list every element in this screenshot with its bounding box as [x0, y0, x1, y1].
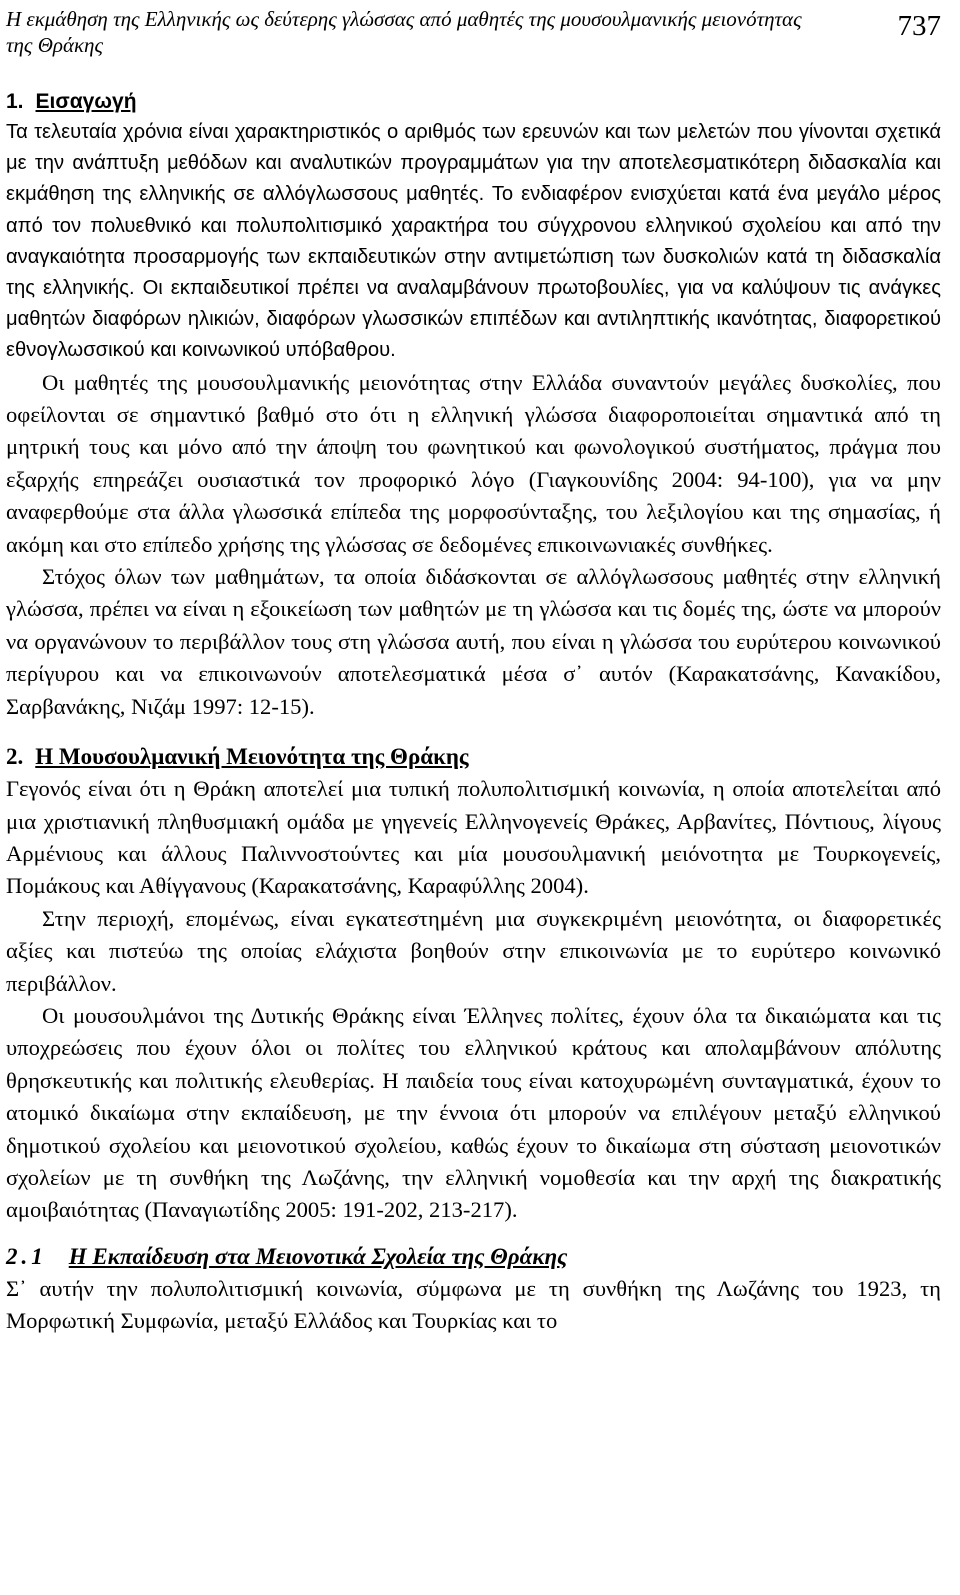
section-2-paragraph-3: Οι μουσουλμάνοι της Δυτικής Θράκης είναι Έλληνες πολίτες, έχουν όλα τα δικαιώματα και τις υποχρεώσεις που έχουν όλοι οι πολίτες του ελληνικού κράτους και απολαμβάνουν απόλυτης θρησκευτικής και πολιτικής ελευθερίας. Η παιδεία τους είναι κατοχυρωμένη συνταγματικά, έχουν το ατομικό δικαίωμα στην εκπαίδευση, με την έννοια ότι μπορούν να επιλέγουν μεταξύ ελληνικού δημοτικού σχολείου και μειονοτικού σχολείου, καθώς έχουν το δικαίωμα στη σύσταση μειονοτικών σχολείων με τη συνθήκη της Λωζάνης, την ελληνική νομοθεσία και την αρχή της διακρατικής αμοιβαιότητας (Παναγιωτίδης 2005: 191-202, 213-217). [6, 1002, 941, 1223]
section-2-heading [6, 741, 941, 773]
page-number: 737 [897, 10, 941, 42]
section-1-paragraph-1: Τα τελευταία χρόνια είναι χαρακτηριστικός ο αριθμός των ερευνών και των μελετών που γίνονται σχετικά με την ανάπτυξη μεθόδων και αναλυτικών προγραμμάτων για την αποτελεσματικότερη διδασκαλία και εκμάθηση της ελληνικής σε αλλόγλωσσους μαθητές. Το ενδιαφέρον ενισχύεται κατά ένα μεγάλο μέρος από τον πολυεθνικό και πολυπολιτισμικό χαρακτήρα του σύγχρονου ελληνικού σχολείου και από την αναγκαιότητα προσαρμογής των εκπαιδευτικών στην αντιμετώπιση των δυσκολιών κατά τη διδασκαλία της ελληνικής. Οι εκπαιδευτικοί πρέπει να αναλαμβάνουν πρωτοβουλίες, για να καλύψουν τις ανάγκες μαθητών διαφόρων ηλικιών, διαφόρων γλωσσικών επιπέδων και αντιληπτικής ικανότητας, διαφορετικού εθνογλωσσικού και κοινωνικού υπόβαθρου. [6, 121, 941, 362]
section-2-1-number: 2.1 [6, 1243, 47, 1269]
section-2-1-heading [6, 1241, 941, 1273]
section-1-paragraph-2: Οι μαθητές της μουσουλμανικής μειονότητας στην Ελλάδα συναντούν μεγάλες δυσκολίες, που οφείλονται σε σημαντικό βαθμό στο ότι η ελληνική γλώσσα διαφοροποιείται σημαντικά από τη μητρική τους και μόνο από την άποψη του φωνητικού και φωνολογικού συστήματος, πράγμα που εξαρχής επηρεάζει ουσιαστικά τον προφορικό λόγο (Γιαγκουνίδης 2004: 94-100), για να μην αναφερθούμε στα άλλα γλωσσικά επίπεδα της μορφοσύνταξης, του λεξιλογίου και της σημασίας, ή ακόμη και στο επίπεδο χρήσης της γλώσσας σε δεδομένες επικοινωνιακές συνθήκες. [6, 369, 941, 557]
section-2-1-title: Η Εκπαίδευση στα Μειονοτικά Σχολεία της Θράκης [68, 1243, 568, 1269]
section-spacer [6, 1227, 941, 1241]
body-text [6, 86, 941, 1338]
section-2-title: Η Μουσουλμανική Μειονότητα της Θράκης [35, 744, 469, 770]
section-1-paragraph-3: Στόχος όλων των μαθημάτων, τα οποία διδάσκονται σε αλλόγλωσσους μαθητές στην ελληνική γλώσσα, πρέπει να είναι η εξοικείωση των μαθητών με τη γλώσσα και τις δομές της, ώστε να μπορούν να οργανώνουν το περιβάλλον τους στη γλώσσα αυτή, που είναι η γλώσσα του ευρύτερου κοινωνικού περίγυρου και να επικοινωνούν αποτελεσματικά μέσα σ᾽ αυτόν (Καρακατσάνης, Κανακίδου, Σαρβανάκης, Νιζάμ 1997: 12-15). [6, 564, 941, 719]
running-header [6, 6, 941, 64]
section-1-number: 1. [6, 90, 24, 113]
section-2-paragraph-2: Στην περιοχή, επομένως, είναι εγκατεστημένη μια συγκεκριμένη μειονότητα, οι διαφορετικές αξίες και πιστεύω της οποίας ελάχιστα βοηθούν στην επικοινωνία με το ευρύτερο κοινωνικό περιβάλλον. [6, 905, 941, 996]
section-1-heading [6, 86, 941, 117]
section-2-number: 2. [6, 744, 24, 770]
section-2-1-paragraph-1: Σ᾽ αυτήν την πολυπολιτισμική κοινωνία, σύμφωνα με τη συνθήκη της Λωζάνης του 1923, τη Μορφωτική Συμφωνία, μεταξύ Ελλάδος και Τουρκίας και το [6, 1275, 941, 1334]
section-2-paragraph-1: Γεγονός είναι ότι η Θράκη αποτελεί μια τυπική πολυπολιτισμική κοινωνία, η οποία αποτελείται από μια χριστιανική πληθυσμιακή ομάδα με γηγενείς Ελληνογενείς Θράκες, Αρβανίτες, Πόντιους, λίγους Αρμένιους και άλλους Παλιννοστούντες και μία μουσουλμανική μειόνοτητα με Τουρκογενείς, Πομάκους και Αθίγγανους (Καρακατσάνης, Καραφύλλης 2004). [6, 776, 941, 899]
section-spacer [6, 723, 941, 741]
section-1-title: Εισαγωγή [35, 90, 137, 113]
running-header-title: Η εκμάθηση της Ελληνικής ως δεύτερης γλώσσας από μαθητές της μουσουλμανικής μειονότητας της Θράκης [6, 7, 802, 57]
